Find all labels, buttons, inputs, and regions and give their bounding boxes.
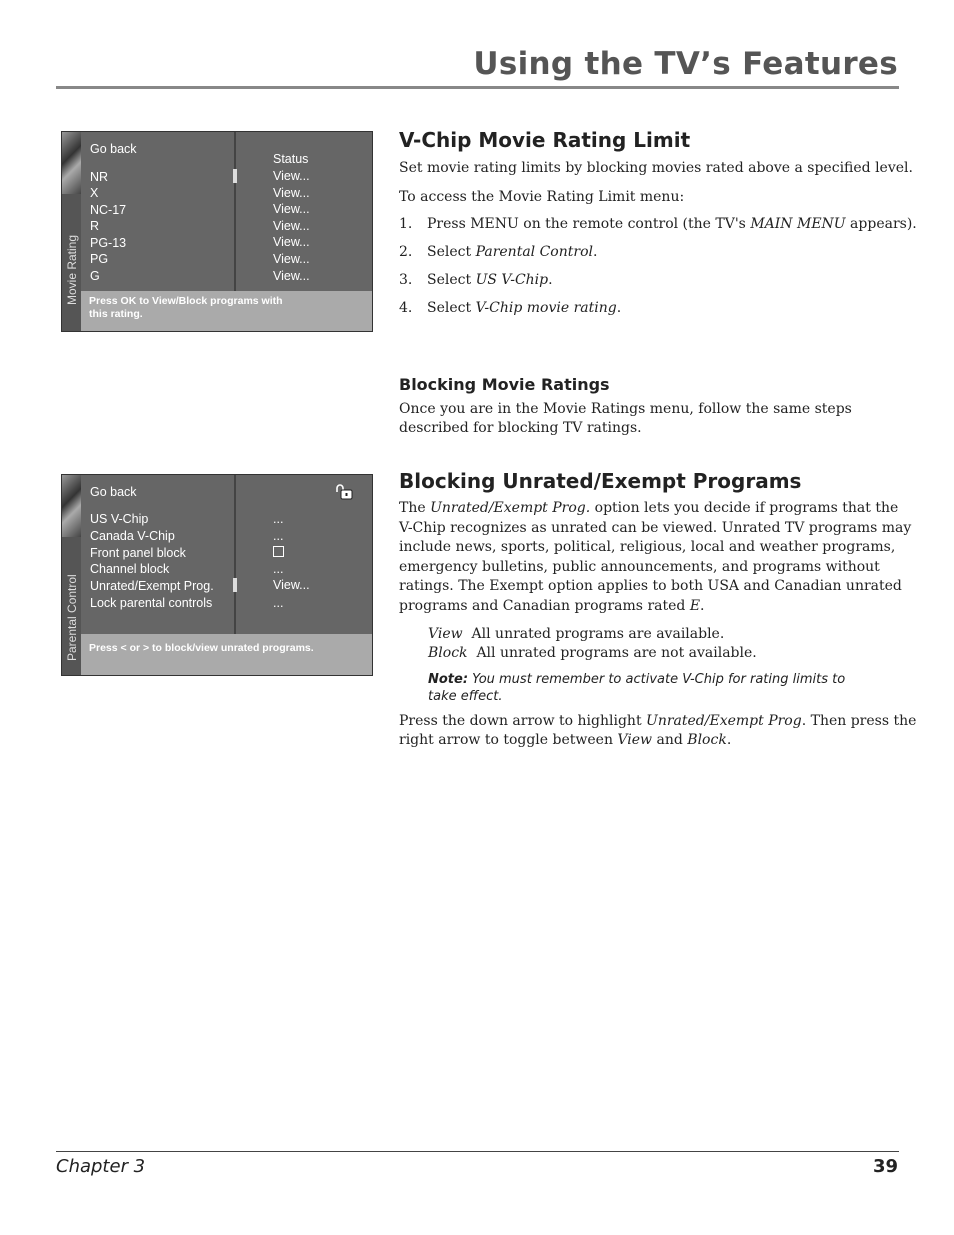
- menu-item-channel-block[interactable]: Channel block: [90, 562, 170, 576]
- step-text-end: .: [592, 244, 598, 260]
- status-pg13[interactable]: View...: [273, 235, 310, 249]
- step-text: Select: [427, 300, 476, 316]
- rating-item-pg13[interactable]: PG-13: [90, 236, 127, 250]
- text: .: [726, 732, 732, 748]
- status-pg[interactable]: View...: [273, 252, 310, 266]
- note-label: Note:: [428, 672, 469, 687]
- value-unrated-exempt[interactable]: View...: [273, 578, 310, 592]
- lock-icon: [334, 483, 356, 501]
- rating-item-x[interactable]: X: [90, 186, 99, 200]
- status-nc17[interactable]: View...: [273, 202, 310, 216]
- page-title: Using the TV’s Features: [473, 46, 898, 82]
- step-number: 3.: [399, 272, 413, 288]
- text: right arrow to toggle between: [399, 732, 618, 748]
- text: . Then press the: [801, 713, 917, 729]
- emphasis: Block: [687, 732, 727, 748]
- status-header: Status: [273, 152, 309, 166]
- rating-item-r[interactable]: R: [90, 219, 100, 233]
- section3-p1-line-6: [399, 597, 705, 617]
- text: Press the down arrow to highlight: [399, 713, 647, 729]
- step-text-end: .: [548, 272, 553, 288]
- emphasis: Unrated/Exempt Prog: [646, 713, 802, 729]
- front-panel-checkbox[interactable]: [273, 546, 284, 557]
- column-divider: [234, 475, 236, 634]
- rating-item-nc17[interactable]: NC-17: [90, 203, 127, 217]
- step-number: 2.: [399, 244, 413, 260]
- value-channel-block[interactable]: ...: [273, 562, 284, 576]
- status-x[interactable]: View...: [273, 186, 310, 200]
- step-number: 4.: [399, 300, 413, 316]
- text: and: [652, 732, 688, 748]
- section3-p1-line-5: ratings. The Exempt option applies to both USA and Canadian unrated: [399, 578, 902, 594]
- section1-access: To access the Movie Rating Limit menu:: [399, 189, 685, 205]
- hint-line-2: this rating.: [89, 308, 143, 320]
- value-lock-parental[interactable]: ...: [273, 596, 284, 610]
- rating-item-nr[interactable]: NR: [90, 170, 109, 184]
- movie-rating-screen: [61, 131, 373, 332]
- status-r[interactable]: View...: [273, 219, 310, 233]
- option-term: View: [428, 626, 463, 642]
- option-term: Block: [428, 645, 468, 661]
- rating-item-g[interactable]: G: [90, 269, 100, 283]
- status-nr[interactable]: View...: [273, 169, 310, 183]
- section-title-blocking-unrated: Blocking Unrated/Exempt Programs: [399, 469, 802, 493]
- status-g[interactable]: View...: [273, 269, 310, 283]
- section3-p1-line-3: include news, sports, political, religious, local and weather programs,: [399, 539, 896, 555]
- page-number: 39: [872, 1156, 898, 1177]
- selection-marker: [233, 169, 237, 183]
- note-line-2: take effect.: [428, 689, 503, 704]
- step-text: Select: [427, 272, 476, 288]
- section2-line-1: Once you are in the Movie Ratings menu, follow the same steps: [399, 401, 852, 417]
- note-line-1: [428, 671, 845, 688]
- step-number: 1.: [399, 216, 413, 232]
- footer-rule: [56, 1151, 899, 1152]
- step-emphasis: Parental Control: [475, 244, 593, 260]
- menu-item-front-panel-block[interactable]: Front panel block: [90, 546, 186, 560]
- emphasis: E: [689, 598, 701, 614]
- step-emphasis: V-Chip movie rating: [475, 300, 617, 316]
- emphasis: View: [617, 732, 653, 748]
- film-reel-icon: [62, 132, 81, 194]
- section3-p2-line-2: [399, 731, 731, 751]
- note-text: You must remember to activate V-Chip for rating limits to: [468, 672, 846, 687]
- hint-bar: [81, 634, 372, 675]
- section-title-blocking-movie-ratings: Blocking Movie Ratings: [399, 375, 610, 394]
- menu-item-us-vchip[interactable]: US V-Chip: [90, 512, 149, 526]
- menu-item-canada-vchip[interactable]: Canada V-Chip: [90, 529, 175, 543]
- section2-line-2: described for blocking TV ratings.: [399, 420, 642, 436]
- footer-chapter: Chapter 3: [56, 1156, 146, 1177]
- go-back-item[interactable]: Go back: [90, 485, 137, 499]
- step-emphasis: MAIN MENU: [750, 216, 846, 232]
- side-label: Parental Control: [65, 574, 79, 661]
- section3-p1-line-2: V-Chip recognizes as unrated can be viewed. Unrated TV programs may: [399, 520, 912, 536]
- value-canada-vchip[interactable]: ...: [273, 529, 284, 543]
- step-text-end: .: [616, 300, 622, 316]
- hint-bar: [81, 291, 372, 331]
- parental-control-screen: [61, 474, 373, 676]
- column-divider: [234, 132, 236, 292]
- step-text: Press MENU on the remote control (the TV's: [427, 216, 751, 232]
- emphasis: Unrated/Exempt Prog.: [430, 500, 591, 516]
- value-us-vchip[interactable]: ...: [273, 512, 284, 526]
- selection-marker: [233, 578, 237, 592]
- section1-intro: Set movie rating limits by blocking movies rated above a specified level.: [399, 160, 913, 176]
- text: option lets you decide if programs that the: [590, 500, 899, 516]
- section3-p2-line-1: [399, 712, 916, 732]
- hint-line-1: Press OK to View/Block programs with: [89, 295, 283, 307]
- step-text-end: appears).: [845, 216, 917, 232]
- go-back-item[interactable]: Go back: [90, 142, 137, 156]
- text: .: [700, 598, 705, 614]
- menu-item-unrated-exempt[interactable]: Unrated/Exempt Prog.: [90, 579, 214, 593]
- rating-item-pg[interactable]: PG: [90, 252, 109, 266]
- side-label: Movie Rating: [65, 234, 79, 305]
- header-rule: [56, 86, 899, 89]
- hint-line: Press < or > to block/view unrated programs.: [89, 642, 314, 654]
- option-view: [428, 625, 724, 645]
- menu-item-lock-parental[interactable]: Lock parental controls: [90, 596, 213, 610]
- option-desc: All unrated programs are available.: [471, 626, 725, 642]
- section3-p1-line-1: [399, 499, 898, 519]
- option-block: [428, 644, 757, 664]
- section-title-vchip-movie-rating: V-Chip Movie Rating Limit: [399, 128, 691, 152]
- text: The: [399, 500, 431, 516]
- section3-p1-line-4: emergency bulletins, public announcements, and programs without: [399, 559, 880, 575]
- option-desc: All unrated programs are not available.: [476, 645, 757, 661]
- step-text: Select: [427, 244, 476, 260]
- film-reel-icon: [62, 475, 81, 537]
- step-emphasis: US V-Chip: [475, 272, 549, 288]
- text: programs and Canadian programs rated: [399, 598, 690, 614]
